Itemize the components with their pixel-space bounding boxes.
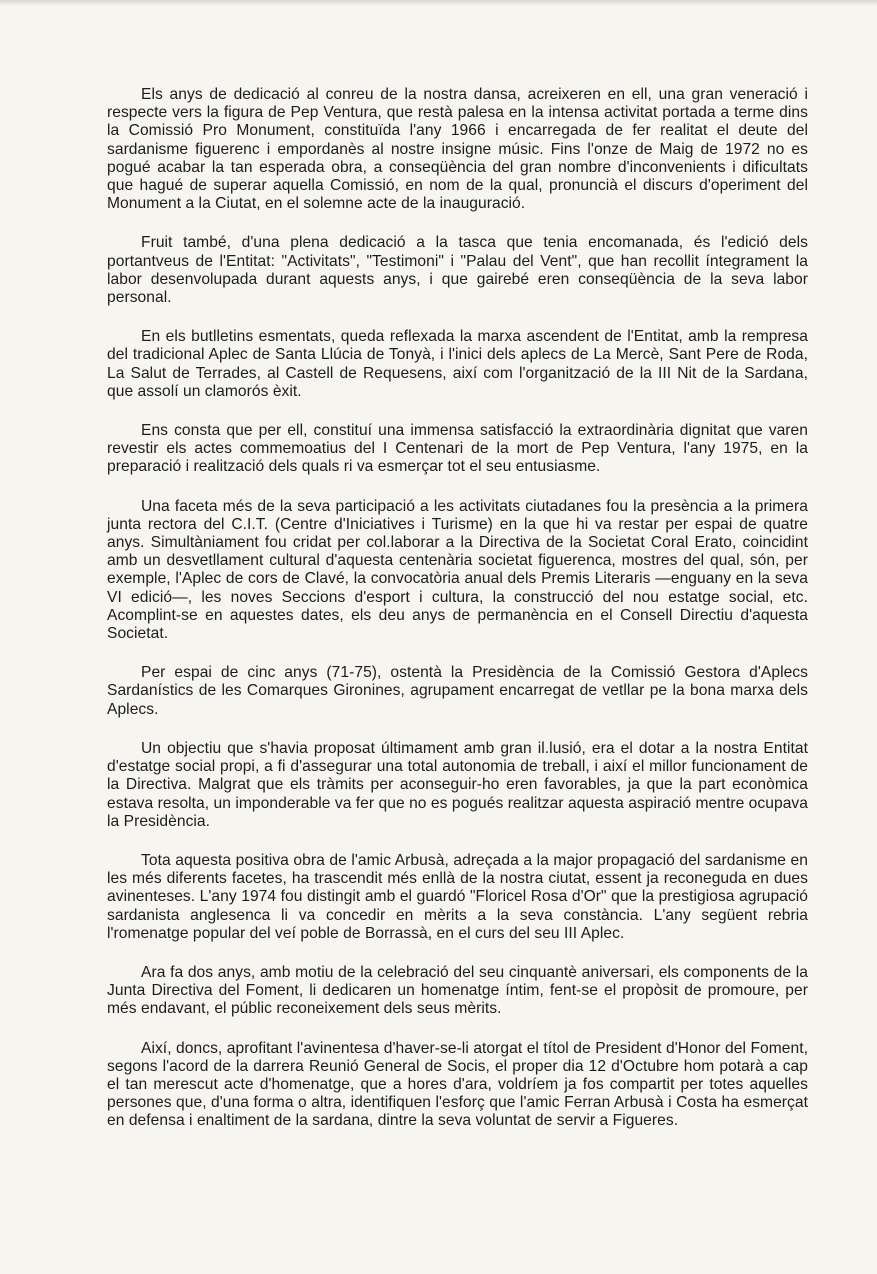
body-text	[107, 86, 808, 1131]
paragraph-6: Per espai de cinc anys (71-75), ostentà la Presidència de la Comissió Gestora d'Aplecs Sardanístics de les Comarques Gironines, agrupament encarregat de vetllar pe la bona marxa dels Aplecs.	[107, 664, 808, 718]
paragraph-5: Una faceta més de la seva participació a les activitats ciutadanes fou la presència a la primera junta rectora del C.I.T. (Centre d'Iniciatives i Turisme) en la que hi va restar per espai de quatre anys. Simultàniament fou cridat per col.laborar a la Directiva de la Societat Coral Erato, coincidint amb un desvetllament cultural d'aquesta centenària societat figuerenca, mostres del qual, són, per exemple, l'Aplec de cors de Clavé, la convocatòria anual dels Premis Literaris —enguany en la seva VI edició—, les noves Seccions d'esport i cultura, la construcció del nou estatge social, etc. Acomplint-se en aquestes dates, els deu anys de permanència en el Consell Directiu d'aquesta Societat.	[107, 497, 808, 643]
paragraph-3: En els butlletins esmentats, queda reflexada la marxa ascendent de l'Entitat, amb la rempresa del tradicional Aplec de Santa Llúcia de Tonyà, i l'inici dels aplecs de La Mercè, Sant Pere de Roda, La Salut de Terrades, al Castell de Requesens, així com l'organització de la III Nit de la Sardana, que assolí un clamorós èxit.	[107, 328, 808, 400]
paragraph-4: Ens consta que per ell, constituí una immensa satisfacció la extraordinària dignitat que varen revestir els actes commemoatius del I Centenari de la mort de Pep Ventura, l'any 1975, en la preparació i realització dels quals ri va esmerçar tot el seu entusiasme.	[107, 422, 808, 476]
paragraph-7: Un objectiu que s'havia proposat últimament amb gran il.lusió, era el dotar a la nostra Entitat d'estatge social propi, a fi d'assegurar una total autonomia de treball, i així el millor funcionament de la Directiva. Malgrat que els tràmits per aconseguir-ho eren favorables, ja que la part econòmica estava resolta, un imponderable va fer que no es pogués realitzar aquesta aspiració mentre ocupava la Presidència.	[107, 739, 808, 830]
paragraph-1: Els anys de dedicació al conreu de la nostra dansa, acreixeren en ell, una gran veneració i respecte vers la figura de Pep Ventura, que restà palesa en la intensa activitat portada a terme dins la Comissió Pro Monument, constituïda l'any 1966 i encarregada de fer realitat el deute del sardanisme figuerenc i empordanès al nostre insigne músic. Fins l'onze de Maig de 1972 no es pogué acabar la tan esperada obra, a conseqüència del gran nombre d'inconvenients i dificultats que hagué de superar aquella Comissió, en nom de la qual, pronuncià el discurs d'operiment del Monument a la Ciutat, en el solemne acte de la inauguració.	[107, 86, 808, 213]
paragraph-2: Fruit també, d'una plena dedicació a la tasca que tenia encomanada, és l'edició dels portantveus de l'Entitat: "Activitats", "Testimoni" i "Palau del Vent", que han recollit íntegrament la labor desenvolupada durant aquests anys, i que gairebé eren conseqüència de la seva labor personal.	[107, 234, 808, 307]
paragraph-8: Tota aquesta positiva obra de l'amic Arbusà, adreçada a la major propagació del sardanisme en les més diferents facetes, ha trascendit més enllà de la nostra ciutat, essent ja reconeguda en dues avinenteses. L'any 1974 fou distingit amb el guardó "Floricel Rosa d'Or" que la prestigiosa agrupació sardanista anglesenca li va concedir en mèrits a la seva constància. L'any següent rebria l'romenatge popular del veí poble de Borrassà, en el curs del seu III Aplec.	[107, 851, 808, 942]
paragraph-10: Així, doncs, aprofitant l'avinentesa d'haver-se-li atorgat el títol de President d'Honor del Foment, segons l'acord de la darrera Reunió General de Socis, el proper dia 12 d'Octubre hom potarà a cap el tan merescut acte d'homenatge, que a hores d'ara, voldríem ja fos compartit per totes aquelles persones que, d'una forma o altra, identifiquen l'esforç que l'amic Ferran Arbusà i Costa ha esmerçat en defensa i enaltiment de la sardana, dintre la seva voluntat de servir a Figueres.	[107, 1039, 808, 1130]
page-top-edge	[0, 0, 877, 6]
paragraph-9: Ara fa dos anys, amb motiu de la celebració del seu cinquantè aniversari, els components de la Junta Directiva del Foment, li dedicaren un homenatge íntim, fent-se el propòsit de promoure, per més endavant, el públic reconeixement dels seus mèrits.	[107, 963, 808, 1018]
